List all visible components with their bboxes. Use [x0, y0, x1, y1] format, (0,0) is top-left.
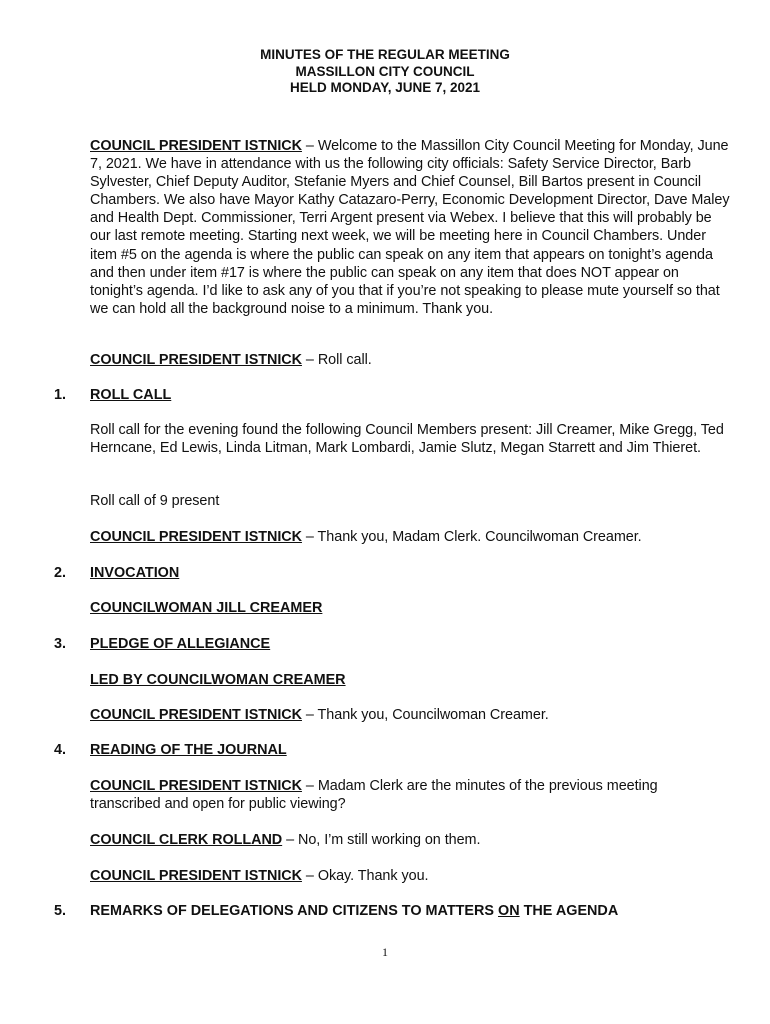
section-number: 3. [54, 636, 67, 652]
statement-text: – Thank you, Madam Clerk. Councilwoman Creamer. [301, 529, 642, 545]
speaker-name: COUNCIL CLERK ROLLAND [90, 832, 283, 848]
speaker-name: COUNCIL PRESIDENT ISTNICK [90, 529, 302, 545]
speaker-name: COUNCIL PRESIDENT ISTNICK [90, 707, 302, 723]
journal-answer-paragraph [90, 831, 730, 849]
section-number: 4. [54, 742, 67, 758]
statement-text: – Welcome to the Massillon City Council Meeting for Monday, June 7, 2021. We have in attendance with us the following city officials: Safety Service Director, Barb Sylvester, Chief Deputy Auditor, Stefanie Myers and Chief Counsel, Bill Bartos present in Council Chambers. We also have Mayor Kathy Catazaro-Perry, Economic Development Director, Dave Maley and Health Dept. Commissioner, Terri Argent present via Webex. I believe that this will probably be our last remote meeting. Starting next week, we will be meeting here in Council Chambers. Under item #5 on the agenda is where the public can speak on any item that appears on tonight’s agenda and then under item #17 is where the public can speak on any item that does NOT appear on tonight’s agenda. I’d like to ask any of you that if you’re not speaking to please mute yourself so that we can hold all the background noise to a minimum. Thank you. [90, 138, 730, 317]
invocation-by: COUNCILWOMAN JILL CREAMER [90, 600, 323, 616]
section-number: 2. [54, 565, 67, 581]
opening-paragraph [90, 137, 730, 318]
speaker-name: COUNCIL PRESIDENT ISTNICK [90, 138, 302, 154]
statement-text: – Madam Clerk are the minutes of the previous meeting transcribed and open for public viewing? [90, 778, 658, 813]
header-line-2: MASSILLON CITY COUNCIL [295, 63, 475, 79]
statement-text: – Okay. Thank you. [301, 868, 429, 884]
speaker-name: COUNCIL PRESIDENT ISTNICK [90, 868, 302, 884]
section-title-remarks [90, 902, 618, 920]
rollcall-count-paragraph: Roll call of 9 present [90, 493, 220, 509]
section-number: 5. [54, 903, 67, 919]
journal-reply-paragraph [90, 867, 730, 885]
speaker-name: COUNCIL PRESIDENT ISTNICK [90, 778, 302, 794]
section-title-roll-call: ROLL CALL [90, 387, 172, 403]
section-title-pledge: PLEDGE OF ALLEGIANCE [90, 636, 271, 652]
section-title-emphasis: ON [498, 903, 520, 919]
section-title-part: REMARKS OF DELEGATIONS AND CITIZENS TO MATTERS [90, 903, 499, 919]
speaker-name: COUNCIL PRESIDENT ISTNICK [90, 352, 302, 368]
pledge-led-by: LED BY COUNCILWOMAN CREAMER [90, 672, 346, 688]
document-header [0, 47, 770, 97]
journal-question-paragraph [90, 777, 730, 813]
statement-text: – No, I’m still working on them. [282, 832, 481, 848]
pledge-thanks-paragraph [90, 706, 730, 724]
statement-text: – Roll call. [301, 352, 372, 368]
header-line-3: HELD MONDAY, JUNE 7, 2021 [289, 80, 481, 95]
rollcall-thanks-paragraph [90, 528, 730, 546]
page-number: 1 [382, 945, 388, 959]
section-title-part: THE AGENDA [519, 903, 619, 919]
statement-text: – Thank you, Councilwoman Creamer. [301, 707, 549, 723]
section-number: 1. [54, 387, 67, 403]
header-line-1: MINUTES OF THE REGULAR MEETING [260, 47, 510, 62]
section-title-journal: READING OF THE JOURNAL [90, 742, 287, 758]
rollcall-present-paragraph: Roll call for the evening found the following Council Members present: Jill Creamer, Mike Gregg, Ted Herncane, Ed Lewis, Linda Litman, Mark Lombardi, Jamie Slutz, Megan Starrett and Jim Thieret. [90, 422, 724, 457]
section-title-invocation: INVOCATION [90, 565, 180, 581]
rollcall-request-paragraph [90, 351, 730, 369]
